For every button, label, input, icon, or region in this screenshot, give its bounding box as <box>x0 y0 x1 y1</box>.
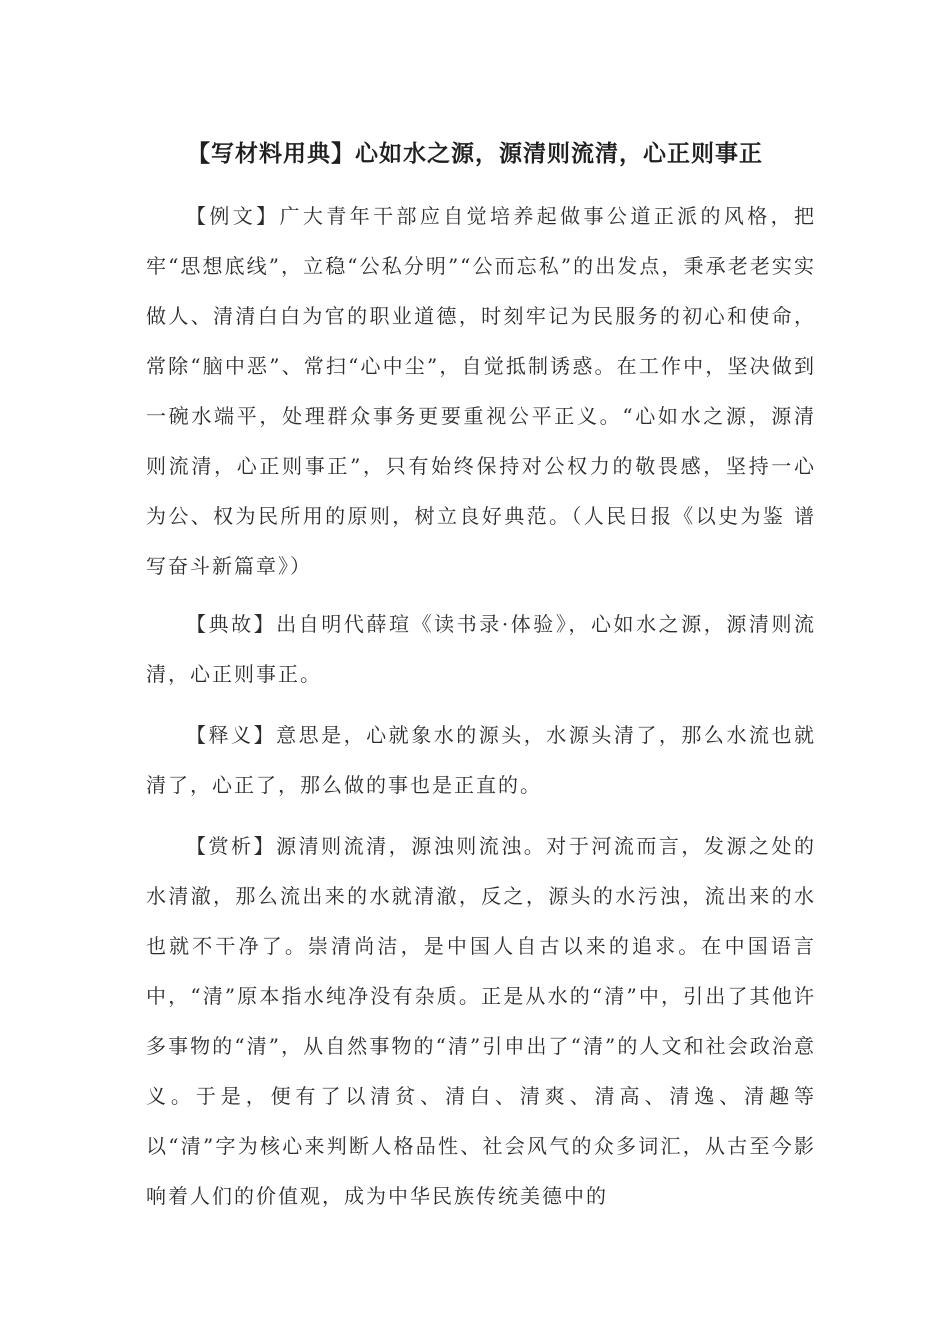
paragraph-tag: 【释义】 <box>186 723 277 747</box>
paragraph-text: 意思是，心就象水的源头，水源头清了，那么水流也就清了，心正了，那么做的事也是正直的。 <box>146 723 817 797</box>
paragraph-tag: 【典故】 <box>186 612 277 636</box>
paragraph-text: 源清则流清，源浊则流浊。对于河流而言，发源之处的水清澈，那么流出来的水就清澈，反之，源头的水污浊，流出来的水也就不干净了。崇清尚洁，是中国人自古以来的追求。在中国语言中，“清”原本指水纯净没有杂质。正是从水的“清”中，引出了其他许多事物的“清”，从自然事物的“清”引申出了“清”的人文和社会政治意义。于是，便有了以清贫、清白、清爽、清高、清逸、清趣等以“清”字为核心来判断人格品性、社会风气的众多词汇，从古至今影响着人们的价值观，成为中华民族传统美德中的 <box>146 834 817 1208</box>
paragraph-allusion <box>146 599 816 699</box>
paragraph-interpretation <box>146 710 816 810</box>
paragraph-tag: 【赏析】 <box>186 834 277 858</box>
paragraph-example <box>146 191 816 591</box>
paragraph-tag: 【例文】 <box>186 204 280 228</box>
document-title: 【写材料用典】心如水之源，源清则流清，心正则事正 <box>187 140 763 167</box>
paragraph-appreciation <box>146 821 816 1221</box>
paragraph-text: 出自明代薛瑄《读书录·体验》，心如水之源，源清则流清，心正则事正。 <box>146 612 816 686</box>
paragraph-text: 广大青年干部应自觉培养起做事公道正派的风格，把牢“思想底线”，立稳“公私分明”“公而忘私”的出发点，秉承老老实实做人、清清白白为官的职业道德，时刻牢记为民服务的初心和使命，常除“脑中恶”、常扫“心中尘”，自觉抵制诱惑。在工作中，坚决做到一碗水端平，处理群众事务更要重视公平正义。“心如水之源，源清则流清，心正则事正”，只有始终保持对公权力的敬畏感，坚持一心为公、权为民所用的原则，树立良好典范。（人民日报《以史为鉴 谱写奋斗新篇章》） <box>146 204 817 578</box>
